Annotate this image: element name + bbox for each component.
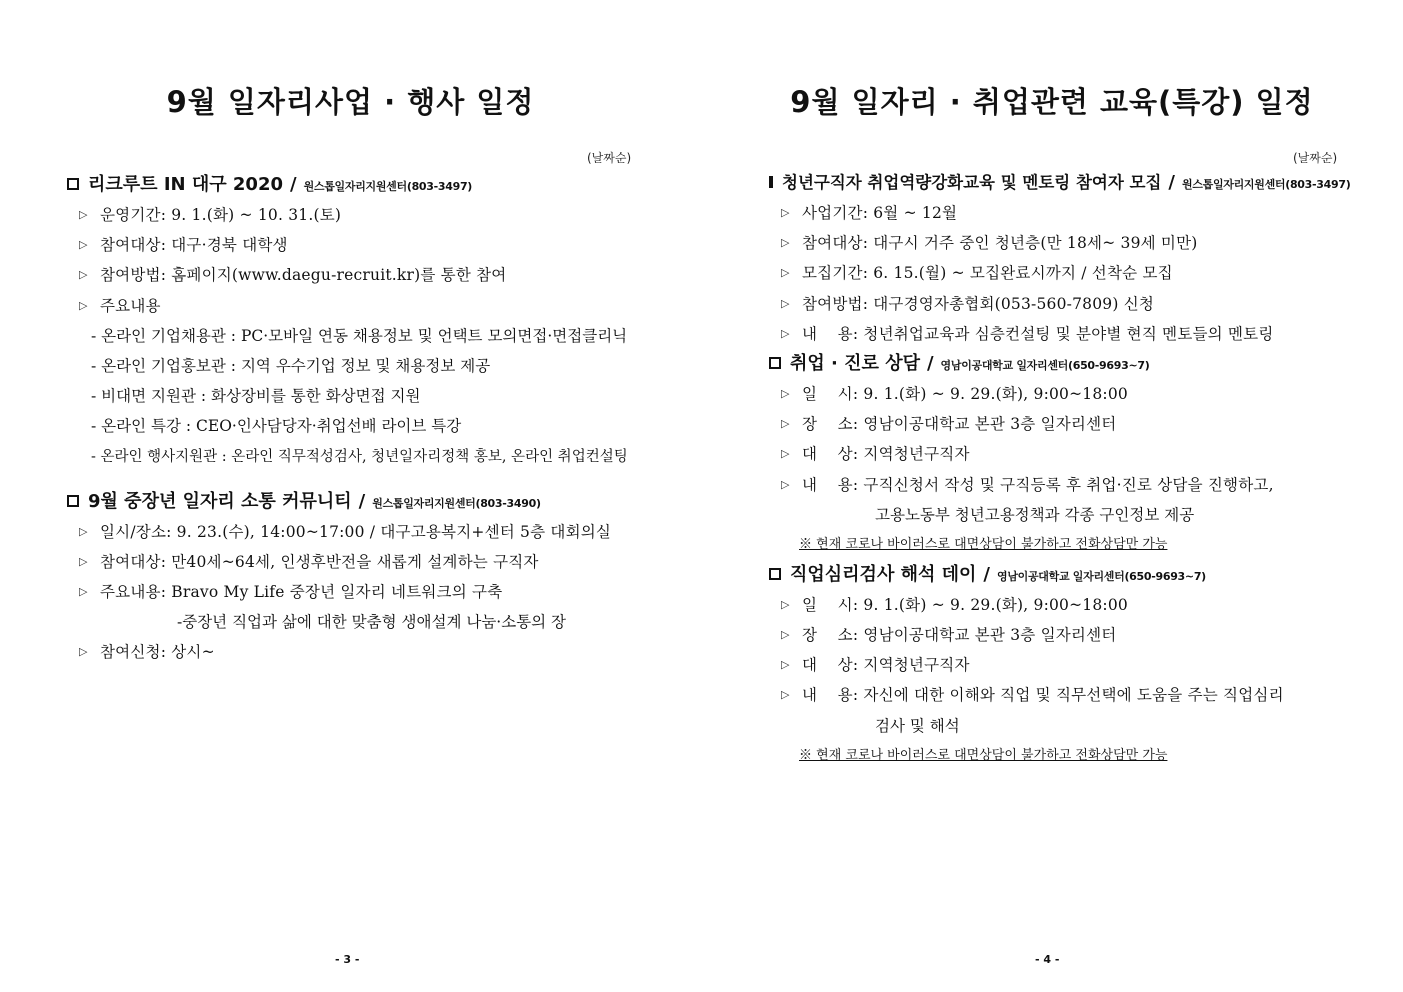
list-item: ▷ 참여대상: 대구시 거주 중인 청년층(만 18세~ 39세 미만) [769, 228, 1349, 258]
checkbox-square-icon [67, 495, 79, 507]
triangle-right-icon: ▷ [781, 447, 790, 461]
list-item: ▷ 참여대상: 대구·경북 대학생 [67, 230, 647, 260]
section-title: 직업심리검사 해석 데이 [790, 563, 977, 585]
section-title: 청년구직자 취업역량강화교육 및 멘토링 참여자 모집 [782, 173, 1162, 192]
section-org: 영남이공대학교 일자리센터(650-9693~7) [997, 569, 1206, 583]
checkbox-square-icon [769, 568, 781, 580]
section-org: 원스톱일자리지원센터(803-3497) [1181, 178, 1351, 191]
triangle-right-icon: ▷ [781, 477, 790, 491]
triangle-right-icon: ▷ [781, 417, 790, 431]
triangle-right-icon: ▷ [79, 208, 88, 221]
list-item: ▷ 내 용: 구직신청서 작성 및 구직등록 후 취업·진로 상담을 진행하고, [769, 470, 1349, 500]
left-page [0, 0, 701, 992]
continuation-line: -중장년 직업과 삶에 대한 맞춤형 생애설계 나눔·소통의 장 [177, 613, 567, 632]
page-number: - 3 - [335, 953, 360, 966]
notice: ※ 현재 코로나 바이러스로 대면상담이 불가하고 전화상담만 가능 [799, 747, 1168, 763]
list-item: ▷ 모집기간: 6. 15.(월) ~ 모집완료시까지 / 선착순 모집 [769, 258, 1349, 288]
sub-item: - 온라인 행사지원관 : 온라인 직무적성검사, 청년일자리정책 홍보, 온라인 취업컨설팅 [91, 448, 628, 465]
section-org: 영남이공대학교 일자리센터(650-9693~7) [940, 358, 1150, 372]
right-content [769, 168, 1349, 771]
list-item: ▷ 내 용: 청년취업교육과 심층컨설팅 및 분야별 현직 멘토들의 멘토링 [769, 319, 1349, 349]
checkbox-square-icon [67, 178, 79, 190]
triangle-right-icon: ▷ [781, 658, 790, 672]
triangle-right-icon: ▷ [79, 554, 88, 568]
section-heading [67, 487, 647, 517]
list-item: ▷ 주요내용 [67, 291, 647, 321]
triangle-right-icon: ▷ [781, 266, 790, 280]
list-item: ▷ 참여방법: 홈페이지(www.daegu-recruit.kr)를 통한 참여 [67, 260, 647, 290]
triangle-right-icon: ▷ [781, 296, 790, 310]
triangle-right-icon: ▷ [781, 688, 790, 702]
triangle-right-icon: ▷ [781, 236, 790, 250]
checkbox-square-icon [769, 357, 781, 369]
page-number: - 4 - [1035, 953, 1060, 966]
list-item: ▷ 참여대상: 만40세~64세, 인생후반전을 새롭게 설계하는 구직자 [67, 547, 647, 577]
separator: / [290, 174, 297, 195]
section-heading [769, 560, 1349, 590]
page-title: 9월 일자리사업 · 행사 일정 [166, 85, 535, 119]
triangle-right-icon: ▷ [79, 268, 88, 282]
page-title: 9월 일자리 · 취업관련 교육(특강) 일정 [790, 85, 1314, 119]
triangle-right-icon: ▷ [79, 585, 88, 599]
list-item: ▷ 주요내용: Bravo My Life 중장년 일자리 네트워크의 구축 [67, 577, 647, 607]
list-item: ▷ 장 소: 영남이공대학교 본관 3층 일자리센터 [769, 620, 1349, 650]
continuation-line: 검사 및 해석 [875, 716, 960, 735]
triangle-right-icon: ▷ [79, 524, 88, 538]
separator: / [926, 352, 934, 374]
list-item: ▷ 일시/장소: 9. 23.(수), 14:00~17:00 / 대구고용복지+센터 5층 대회의실 [67, 517, 647, 547]
triangle-right-icon: ▷ [781, 597, 790, 611]
section-heading [67, 170, 647, 200]
list-item: ▷ 사업기간: 6월 ~ 12월 [769, 198, 1349, 228]
order-note: (날짜순) [587, 151, 632, 165]
list-item: ▷ 대 상: 지역청년구직자 [769, 650, 1349, 680]
section-title: 취업 · 진로 상담 [790, 352, 920, 374]
order-note: (날짜순) [1293, 151, 1338, 165]
checkbox-square-icon [769, 176, 773, 188]
list-item: ▷ 참여신청: 상시~ [67, 637, 647, 667]
list-item: ▷ 일 시: 9. 1.(화) ~ 9. 29.(화), 9:00~18:00 [769, 590, 1349, 620]
sub-item: - 온라인 기업홍보관 : 지역 우수기업 정보 및 채용정보 제공 [91, 356, 491, 375]
triangle-right-icon: ▷ [781, 386, 790, 400]
list-item: ▷ 대 상: 지역청년구직자 [769, 439, 1349, 469]
list-item: ▷ 장 소: 영남이공대학교 본관 3층 일자리센터 [769, 409, 1349, 439]
sub-item: - 온라인 특강 : CEO·인사담당자·취업선배 라이브 특강 [91, 417, 462, 436]
section-heading [769, 168, 1349, 198]
section-org: 원스톱일자리지원센터(803-3490) [372, 496, 541, 510]
continuation-line: 고용노동부 청년고용정책과 각종 구인정보 제공 [875, 505, 1195, 524]
list-item: ▷ 내 용: 자신에 대한 이해와 직업 및 직무선택에 도움을 주는 직업심리 [769, 680, 1349, 710]
triangle-right-icon: ▷ [781, 326, 790, 340]
separator: / [983, 563, 990, 585]
section-heading [769, 349, 1349, 379]
right-page [701, 0, 1403, 992]
list-item: ▷ 일 시: 9. 1.(화) ~ 9. 29.(화), 9:00~18:00 [769, 379, 1349, 409]
list-item: ▷ 운영기간: 9. 1.(화) ~ 10. 31.(토) [67, 200, 647, 230]
triangle-right-icon: ▷ [79, 298, 88, 312]
section-org: 원스톱일자리지원센터(803-3497) [303, 180, 473, 193]
triangle-right-icon: ▷ [79, 645, 88, 659]
triangle-right-icon: ▷ [781, 206, 790, 219]
list-item: ▷ 참여방법: 대구경영자총협회(053-560-7809) 신청 [769, 289, 1349, 319]
section-title: 리크루트 IN 대구 2020 [88, 174, 283, 195]
notice: ※ 현재 코로나 바이러스로 대면상담이 불가하고 전화상담만 가능 [799, 536, 1168, 552]
section-title: 9월 중장년 일자리 소통 커뮤니티 [88, 490, 352, 512]
sub-item: - 비대면 지원관 : 화상장비를 통한 화상면접 지원 [91, 387, 421, 406]
separator: / [358, 490, 366, 512]
triangle-right-icon: ▷ [79, 238, 88, 252]
sub-item: - 온라인 기업채용관 : PC·모바일 연동 채용정보 및 언택트 모의면접·면접클리닉 [91, 326, 628, 345]
separator: / [1168, 172, 1175, 193]
triangle-right-icon: ▷ [781, 628, 790, 642]
left-content [67, 170, 647, 668]
